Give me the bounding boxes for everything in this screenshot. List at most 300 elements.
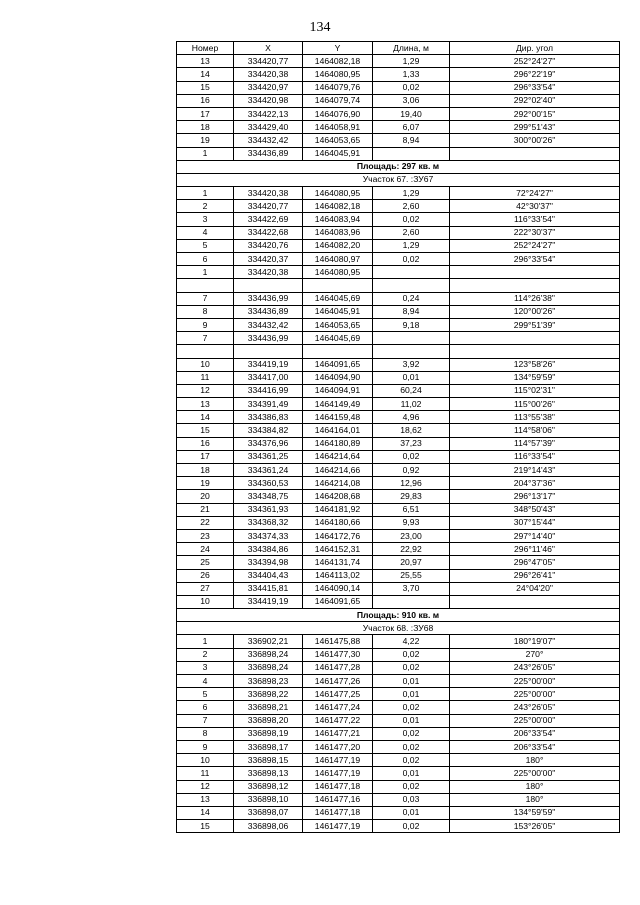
cell-length: 0,02 (373, 661, 450, 674)
cell-angle (450, 279, 620, 292)
table-row (177, 793, 620, 806)
cell-y: 1461477,28 (303, 661, 373, 674)
cell-x: 334348,75 (234, 490, 303, 503)
table-body (177, 55, 620, 833)
cell-angle: 243°26'05" (450, 661, 620, 674)
cell-number: 11 (177, 767, 234, 780)
cell-y: 1464082,18 (303, 200, 373, 213)
area-row (177, 160, 620, 173)
cell-number: 1 (177, 266, 234, 279)
cell-x: 334420,38 (234, 266, 303, 279)
cell-length: 23,00 (373, 529, 450, 542)
header-x: X (234, 42, 303, 55)
cell-angle: 206°33'54" (450, 727, 620, 740)
cell-angle: 225°00'00" (450, 688, 620, 701)
cell-number: 8 (177, 305, 234, 318)
cell-x: 334391,49 (234, 398, 303, 411)
cell-angle: 225°00'00" (450, 675, 620, 688)
cell-y: 1464090,14 (303, 582, 373, 595)
cell-y: 1464079,74 (303, 94, 373, 107)
cell-number: 9 (177, 740, 234, 753)
cell-y: 1464180,89 (303, 437, 373, 450)
cell-angle: 120°00'26" (450, 305, 620, 318)
cell-angle: 296°22'19" (450, 68, 620, 81)
cell-x: 334361,25 (234, 450, 303, 463)
cell-x: 334436,99 (234, 292, 303, 305)
cell-angle: 123°58'26" (450, 358, 620, 371)
cell-number: 14 (177, 806, 234, 819)
cell-angle: 270° (450, 648, 620, 661)
cell-x: 334422,69 (234, 213, 303, 226)
cell-number: 1 (177, 635, 234, 648)
cell-length: 0,02 (373, 648, 450, 661)
cell-length: 6,07 (373, 121, 450, 134)
cell-number: 7 (177, 714, 234, 727)
cell-number (177, 345, 234, 358)
cell-x: 334386,83 (234, 411, 303, 424)
cell-number: 22 (177, 516, 234, 529)
table-header-row (177, 42, 620, 55)
cell-angle: 180° (450, 780, 620, 793)
table-row (177, 556, 620, 569)
cell-angle: 24°04'20" (450, 582, 620, 595)
table-row (177, 701, 620, 714)
cell-length: 0,02 (373, 820, 450, 833)
cell-x: 334429,40 (234, 121, 303, 134)
header-length: Длина, м (373, 42, 450, 55)
cell-number: 2 (177, 200, 234, 213)
cell-number: 15 (177, 820, 234, 833)
cell-x: 334361,93 (234, 503, 303, 516)
cell-x: 334417,00 (234, 371, 303, 384)
cell-length: 19,40 (373, 107, 450, 120)
cell-length: 0,02 (373, 81, 450, 94)
cell-number: 18 (177, 121, 234, 134)
cell-y: 1464091,65 (303, 358, 373, 371)
cell-y: 1464159,48 (303, 411, 373, 424)
cell-length: 0,24 (373, 292, 450, 305)
cell-length: 1,29 (373, 55, 450, 68)
cell-number: 15 (177, 424, 234, 437)
cell-x: 334420,38 (234, 187, 303, 200)
cell-number: 19 (177, 134, 234, 147)
table-row (177, 318, 620, 331)
cell-x: 336898,21 (234, 701, 303, 714)
cell-number: 27 (177, 582, 234, 595)
cell-x: 336898,15 (234, 754, 303, 767)
cell-number: 1 (177, 187, 234, 200)
cell-x: 334420,37 (234, 253, 303, 266)
cell-x: 334420,77 (234, 55, 303, 68)
cell-length (373, 279, 450, 292)
cell-angle: 252°24'27" (450, 239, 620, 252)
cell-y: 1461477,22 (303, 714, 373, 727)
cell-y: 1464053,65 (303, 318, 373, 331)
cell-number: 19 (177, 477, 234, 490)
cell-length: 20,97 (373, 556, 450, 569)
table-row (177, 464, 620, 477)
table-row (177, 780, 620, 793)
cell-length: 18,62 (373, 424, 450, 437)
cell-x: 334420,76 (234, 239, 303, 252)
cell-length: 9,93 (373, 516, 450, 529)
cell-angle: 116°33'54" (450, 450, 620, 463)
cell-x: 334361,24 (234, 464, 303, 477)
cell-angle: 114°57'39" (450, 437, 620, 450)
cell-y: 1461477,21 (303, 727, 373, 740)
cell-number: 10 (177, 358, 234, 371)
cell-length: 2,60 (373, 226, 450, 239)
cell-x: 336898,06 (234, 820, 303, 833)
table-row (177, 714, 620, 727)
cell-length: 0,02 (373, 727, 450, 740)
cell-angle: 72°24'27" (450, 187, 620, 200)
cell-y: 1464045,69 (303, 292, 373, 305)
header-y: Y (303, 42, 373, 55)
cell-y: 1461477,24 (303, 701, 373, 714)
cell-number: 12 (177, 384, 234, 397)
cell-angle: 180°19'07" (450, 635, 620, 648)
page-number: 134 (309, 20, 331, 35)
cell-number: 5 (177, 688, 234, 701)
cell-angle: 296°33'54" (450, 253, 620, 266)
cell-x (234, 345, 303, 358)
cell-length: 3,06 (373, 94, 450, 107)
table-row (177, 661, 620, 674)
cell-y: 1464080,95 (303, 68, 373, 81)
cell-angle: 180° (450, 793, 620, 806)
cell-angle: 206°33'54" (450, 740, 620, 753)
cell-length: 6,51 (373, 503, 450, 516)
table-row (177, 68, 620, 81)
cell-length: 0,02 (373, 701, 450, 714)
cell-y: 1461477,19 (303, 767, 373, 780)
cell-angle: 134°59'59" (450, 371, 620, 384)
cell-length: 0,01 (373, 714, 450, 727)
cell-length: 4,22 (373, 635, 450, 648)
cell-length: 0,02 (373, 253, 450, 266)
cell-y: 1461477,16 (303, 793, 373, 806)
cell-angle: 296°13'17" (450, 490, 620, 503)
cell-number: 17 (177, 107, 234, 120)
cell-number: 13 (177, 793, 234, 806)
cell-length: 0,92 (373, 464, 450, 477)
cell-x: 334422,13 (234, 107, 303, 120)
cell-length: 0,03 (373, 793, 450, 806)
cell-y: 1464214,08 (303, 477, 373, 490)
header-number: Номер (177, 42, 234, 55)
cell-length: 22,92 (373, 543, 450, 556)
cell-angle: 292°02'40" (450, 94, 620, 107)
cell-y: 1461477,19 (303, 754, 373, 767)
table-row (177, 213, 620, 226)
table-row (177, 477, 620, 490)
table-row (177, 398, 620, 411)
table-row (177, 358, 620, 371)
cell-angle: 204°37'36" (450, 477, 620, 490)
header-angle: Дир. угол (450, 42, 620, 55)
cell-angle: 219°14'43" (450, 464, 620, 477)
cell-angle: 292°00'15" (450, 107, 620, 120)
cell-number: 16 (177, 94, 234, 107)
cell-length: 8,94 (373, 305, 450, 318)
table-row (177, 239, 620, 252)
cell-y: 1464094,91 (303, 384, 373, 397)
cell-x: 336902,21 (234, 635, 303, 648)
cell-y: 1464045,91 (303, 147, 373, 160)
cell-y: 1464180,66 (303, 516, 373, 529)
cell-y: 1461477,20 (303, 740, 373, 753)
cell-y: 1464094,90 (303, 371, 373, 384)
cell-x: 336898,17 (234, 740, 303, 753)
table-row (177, 134, 620, 147)
cell-x: 336898,07 (234, 806, 303, 819)
table-row (177, 569, 620, 582)
cell-angle: 115°02'31" (450, 384, 620, 397)
table-row (177, 516, 620, 529)
area-label: Площадь: 297 кв. м (177, 160, 620, 173)
cell-number: 26 (177, 569, 234, 582)
cell-x: 334419,19 (234, 595, 303, 608)
table-row (177, 582, 620, 595)
cell-length: 0,01 (373, 371, 450, 384)
cell-length (373, 266, 450, 279)
section-label: Участок 67. :ЗУ67 (177, 173, 620, 186)
cell-number: 25 (177, 556, 234, 569)
cell-angle: 348°50'43" (450, 503, 620, 516)
table-row (177, 688, 620, 701)
cell-number: 13 (177, 55, 234, 68)
table-row (177, 332, 620, 345)
table-row (177, 305, 620, 318)
table-row (177, 595, 620, 608)
cell-angle: 113°55'38" (450, 411, 620, 424)
table-row (177, 767, 620, 780)
cell-x: 334419,19 (234, 358, 303, 371)
cell-number: 6 (177, 701, 234, 714)
cell-length: 11,02 (373, 398, 450, 411)
table-row (177, 253, 620, 266)
cell-y: 1464083,96 (303, 226, 373, 239)
cell-y: 1464214,64 (303, 450, 373, 463)
cell-y: 1464181,92 (303, 503, 373, 516)
cell-y: 1464080,97 (303, 253, 373, 266)
cell-number: 5 (177, 239, 234, 252)
cell-number: 17 (177, 450, 234, 463)
cell-length: 2,60 (373, 200, 450, 213)
table-row (177, 450, 620, 463)
cell-length (373, 147, 450, 160)
cell-y: 1464091,65 (303, 595, 373, 608)
cell-y: 1464208,68 (303, 490, 373, 503)
table-row (177, 292, 620, 305)
table-row (177, 266, 620, 279)
cell-x: 334436,89 (234, 147, 303, 160)
cell-length: 3,92 (373, 358, 450, 371)
cell-length: 0,02 (373, 450, 450, 463)
cell-y: 1464082,18 (303, 55, 373, 68)
cell-angle: 307°15'44" (450, 516, 620, 529)
cell-x: 336898,20 (234, 714, 303, 727)
area-label: Площадь: 910 кв. м (177, 609, 620, 622)
area-row (177, 609, 620, 622)
cell-length: 3,70 (373, 582, 450, 595)
cell-y: 1461477,19 (303, 820, 373, 833)
cell-length: 1,29 (373, 187, 450, 200)
table-row (177, 648, 620, 661)
cell-y: 1461477,18 (303, 806, 373, 819)
cell-angle: 153°26'05" (450, 820, 620, 833)
cell-length (373, 345, 450, 358)
cell-length: 0,02 (373, 213, 450, 226)
cell-number: 21 (177, 503, 234, 516)
cell-number: 18 (177, 464, 234, 477)
table-row (177, 727, 620, 740)
cell-length: 0,02 (373, 780, 450, 793)
cell-length: 9,18 (373, 318, 450, 331)
cell-angle (450, 332, 620, 345)
cell-y: 1461475,88 (303, 635, 373, 648)
table-row (177, 635, 620, 648)
cell-angle: 222°30'37" (450, 226, 620, 239)
cell-y (303, 279, 373, 292)
cell-length: 8,94 (373, 134, 450, 147)
cell-number: 3 (177, 661, 234, 674)
table-row (177, 279, 620, 292)
cell-number: 4 (177, 226, 234, 239)
cell-angle: 252°24'27" (450, 55, 620, 68)
cell-y: 1464076,90 (303, 107, 373, 120)
cell-number: 7 (177, 332, 234, 345)
table-row (177, 675, 620, 688)
table-row (177, 107, 620, 120)
cell-angle (450, 345, 620, 358)
cell-x: 334368,32 (234, 516, 303, 529)
cell-number: 12 (177, 780, 234, 793)
table-row (177, 424, 620, 437)
cell-y: 1464083,94 (303, 213, 373, 226)
cell-y: 1464045,69 (303, 332, 373, 345)
cell-angle: 180° (450, 754, 620, 767)
cell-number: 20 (177, 490, 234, 503)
cell-y: 1464131,74 (303, 556, 373, 569)
cell-number: 6 (177, 253, 234, 266)
table-row (177, 81, 620, 94)
cell-length: 0,02 (373, 754, 450, 767)
table-row (177, 121, 620, 134)
cell-angle: 114°26'38" (450, 292, 620, 305)
cell-y: 1461477,18 (303, 780, 373, 793)
table-row (177, 147, 620, 160)
cell-number: 10 (177, 595, 234, 608)
cell-angle: 296°26'41" (450, 569, 620, 582)
cell-x: 334436,99 (234, 332, 303, 345)
cell-number: 10 (177, 754, 234, 767)
cell-length: 0,01 (373, 688, 450, 701)
cell-angle: 134°59'59" (450, 806, 620, 819)
cell-x: 334422,68 (234, 226, 303, 239)
section-row (177, 622, 620, 635)
cell-number: 7 (177, 292, 234, 305)
cell-x: 334420,38 (234, 68, 303, 81)
cell-number: 2 (177, 648, 234, 661)
table-row (177, 345, 620, 358)
cell-number: 11 (177, 371, 234, 384)
cell-angle: 42°30'37" (450, 200, 620, 213)
cell-x: 334384,86 (234, 543, 303, 556)
cell-x: 334420,98 (234, 94, 303, 107)
cell-number: 14 (177, 68, 234, 81)
cell-x: 334420,77 (234, 200, 303, 213)
cell-x: 334416,99 (234, 384, 303, 397)
cell-x: 334384,82 (234, 424, 303, 437)
cell-number: 9 (177, 318, 234, 331)
cell-x: 334432,42 (234, 318, 303, 331)
table-row (177, 371, 620, 384)
cell-y: 1464045,91 (303, 305, 373, 318)
table-row (177, 503, 620, 516)
cell-y: 1464058,91 (303, 121, 373, 134)
cell-angle: 115°00'26" (450, 398, 620, 411)
cell-number: 16 (177, 437, 234, 450)
cell-angle: 299°51'43" (450, 121, 620, 134)
table-row (177, 55, 620, 68)
cell-y: 1464080,95 (303, 266, 373, 279)
cell-x: 336898,10 (234, 793, 303, 806)
cell-x: 336898,13 (234, 767, 303, 780)
cell-y: 1464149,49 (303, 398, 373, 411)
cell-length: 0,01 (373, 806, 450, 819)
cell-x: 334432,42 (234, 134, 303, 147)
cell-x: 336898,12 (234, 780, 303, 793)
table-row (177, 806, 620, 819)
cell-length: 0,02 (373, 740, 450, 753)
cell-length (373, 332, 450, 345)
cell-x: 336898,24 (234, 648, 303, 661)
table-row (177, 740, 620, 753)
cell-number: 24 (177, 543, 234, 556)
cell-number (177, 279, 234, 292)
cell-length: 29,83 (373, 490, 450, 503)
cell-angle (450, 595, 620, 608)
table-row (177, 411, 620, 424)
cell-length: 60,24 (373, 384, 450, 397)
cell-y: 1464082,20 (303, 239, 373, 252)
section-row (177, 173, 620, 186)
cell-number: 14 (177, 411, 234, 424)
cell-x: 334436,89 (234, 305, 303, 318)
cell-angle (450, 147, 620, 160)
cell-x: 334415,81 (234, 582, 303, 595)
coordinates-table (176, 41, 620, 833)
cell-x: 334420,97 (234, 81, 303, 94)
cell-length: 1,29 (373, 239, 450, 252)
cell-angle: 116°33'54" (450, 213, 620, 226)
cell-angle: 296°11'46" (450, 543, 620, 556)
cell-y: 1461477,25 (303, 688, 373, 701)
table-row (177, 384, 620, 397)
cell-x: 334394,98 (234, 556, 303, 569)
table-row (177, 200, 620, 213)
cell-x: 336898,22 (234, 688, 303, 701)
cell-number: 4 (177, 675, 234, 688)
table-row (177, 754, 620, 767)
table-row (177, 187, 620, 200)
cell-y: 1464172,76 (303, 529, 373, 542)
cell-angle (450, 266, 620, 279)
cell-angle: 296°33'54" (450, 81, 620, 94)
cell-y: 1464053,65 (303, 134, 373, 147)
